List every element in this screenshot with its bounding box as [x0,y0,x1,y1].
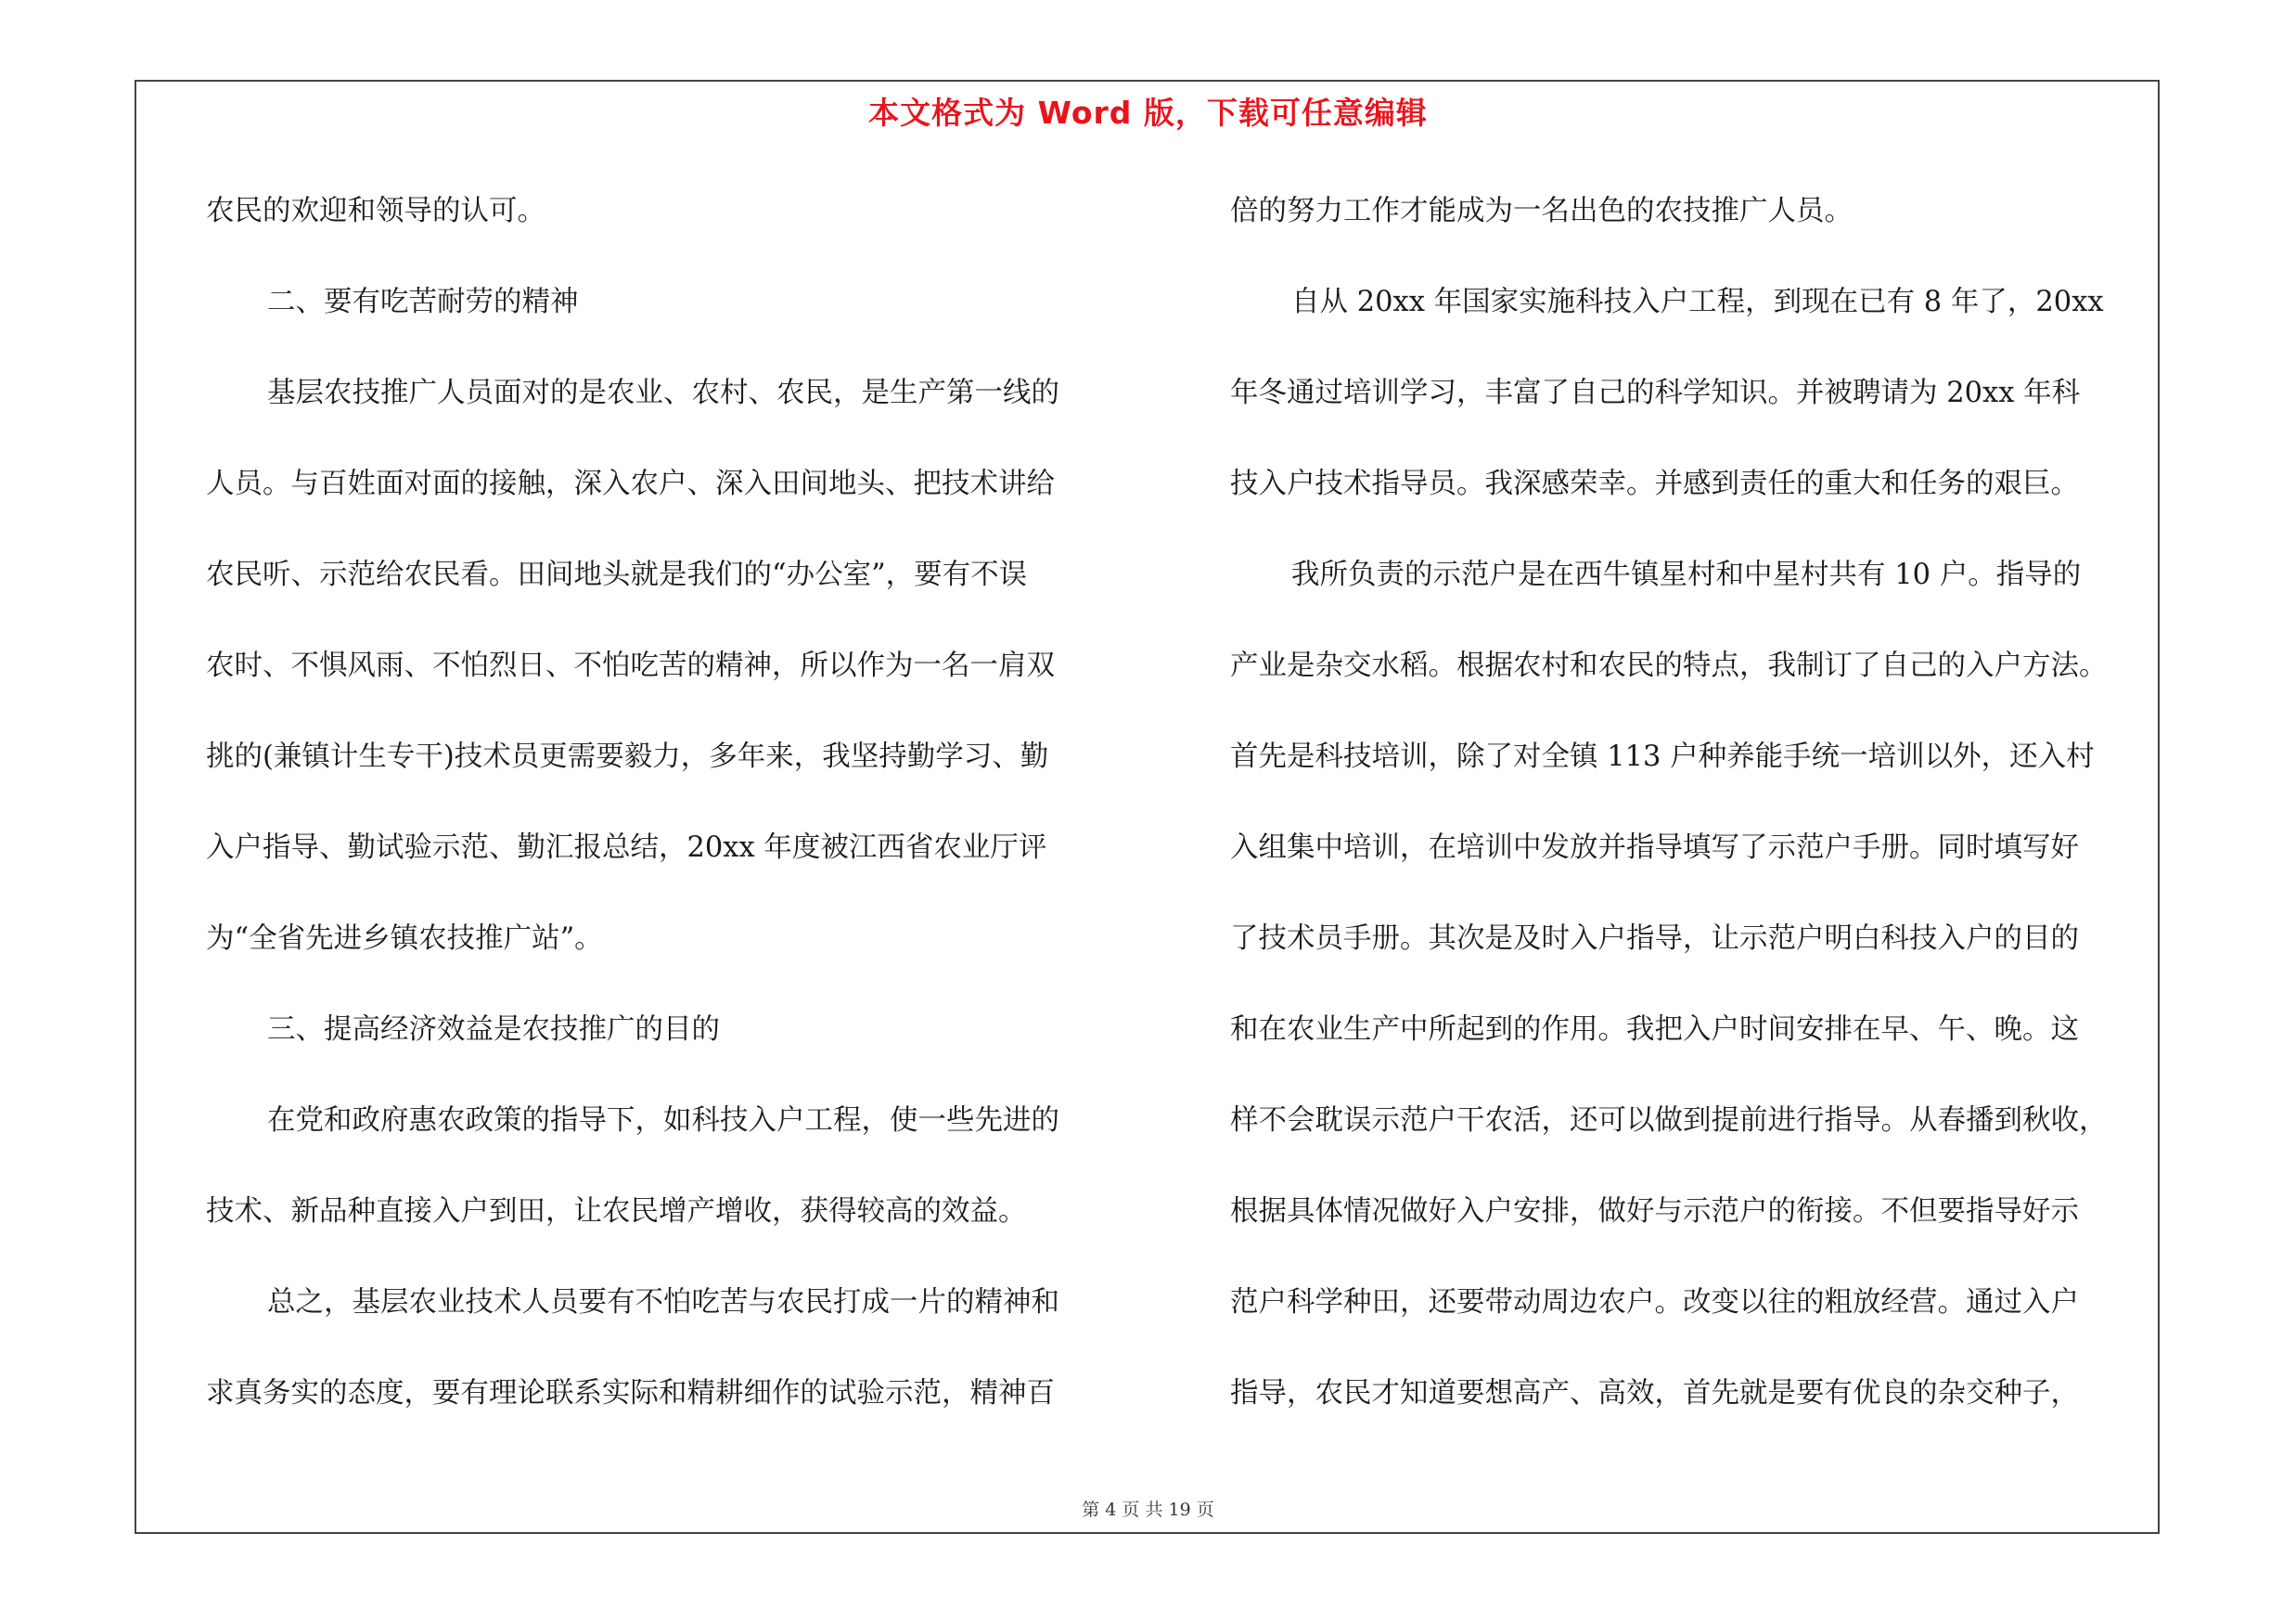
paragraph-line: 挑的(兼镇计生专干)技术员更需要毅力，多年来，我坚持勤学习、勤 [206,741,1049,773]
paragraph-line: 基层农技推广人员面对的是农业、农村、农民，是生产第一线的 [267,377,1059,409]
paragraph-line: 产业是杂交水稻。根据农村和农民的特点，我制订了自己的入户方法。 [1230,650,2108,682]
paragraph-line: 人员。与百姓面对面的接触，深入农户、深入田间地头、把技术讲给 [206,468,1055,500]
left-text-column [206,179,1124,1452]
paragraph-line: 技入户技术指导员。我深感荣幸。并感到责任的重大和任务的艰巨。 [1230,468,2079,500]
paragraph-line: 农时、不惧风雨、不怕烈日、不怕吃苦的精神，所以作为一名一肩双 [206,650,1055,682]
paragraph-line: 指导，农民才知道要想高产、高效，首先就是要有优良的杂交种子， [1230,1377,2079,1410]
paragraph-line: 总之，基层农业技术人员要有不怕吃苦与农民打成一片的精神和 [267,1286,1059,1319]
paragraph-line: 为“全省先进乡镇农技推广站”。 [206,922,603,955]
page-number-footer: 第 4 页 共 19 页 [1082,1500,1214,1520]
paragraph-line: 农民听、示范给农民看。田间地头就是我们的“办公室”，要有不误 [206,559,1028,591]
paragraph-line: 求真务实的态度，要有理论联系实际和精耕细作的试验示范，精神百 [206,1377,1055,1410]
paragraph-line: 年冬通过培训学习，丰富了自己的科学知识。并被聘请为 20xx 年科 [1230,377,2081,409]
section-heading: 二、要有吃苦耐劳的精神 [267,286,579,318]
paragraph-line: 自从 20xx 年国家实施科技入户工程，到现在已有 8 年了，20xx [1291,286,2104,318]
paragraph-line: 和在农业生产中所起到的作用。我把入户时间安排在早、午、晚。这 [1230,1013,2079,1046]
section-heading: 三、提高经济效益是农技推广的目的 [267,1013,720,1046]
paragraph-line: 在党和政府惠农政策的指导下，如科技入户工程，使一些先进的 [267,1104,1059,1137]
paragraph-line: 技术、新品种直接入户到田，让农民增产增收，获得较高的效益。 [206,1195,1027,1228]
paragraph-line: 倍的努力工作才能成为一名出色的农技推广人员。 [1230,195,1853,227]
word-format-banner: 本文格式为 Word 版，下载可任意编辑 [868,95,1428,131]
paragraph-line: 农民的欢迎和领导的认可。 [206,195,545,227]
paragraph-line: 首先是科技培训，除了对全镇 113 户种养能手统一培训以外，还入村 [1230,741,2095,773]
paragraph-line: 了技术员手册。其次是及时入户指导，让示范户明白科技入户的目的 [1230,922,2079,955]
paragraph-line: 根据具体情况做好入户安排，做好与示范户的衔接。不但要指导好示 [1230,1195,2079,1228]
right-text-column [1230,179,2163,1452]
paragraph-line: 样不会耽误示范户干农活，还可以做到提前进行指导。从春播到秋收， [1230,1104,2108,1137]
paragraph-line: 我所负责的示范户是在西牛镇星村和中星村共有 10 户。指导的 [1291,559,2082,591]
paragraph-line: 入组集中培训，在培训中发放并指导填写了示范户手册。同时填写好 [1230,831,2079,864]
paragraph-line: 入户指导、勤试验示范、勤汇报总结，20xx 年度被江西省农业厅评 [206,831,1047,864]
paragraph-line: 范户科学种田，还要带动周边农户。改变以往的粗放经营。通过入户 [1230,1286,2079,1319]
